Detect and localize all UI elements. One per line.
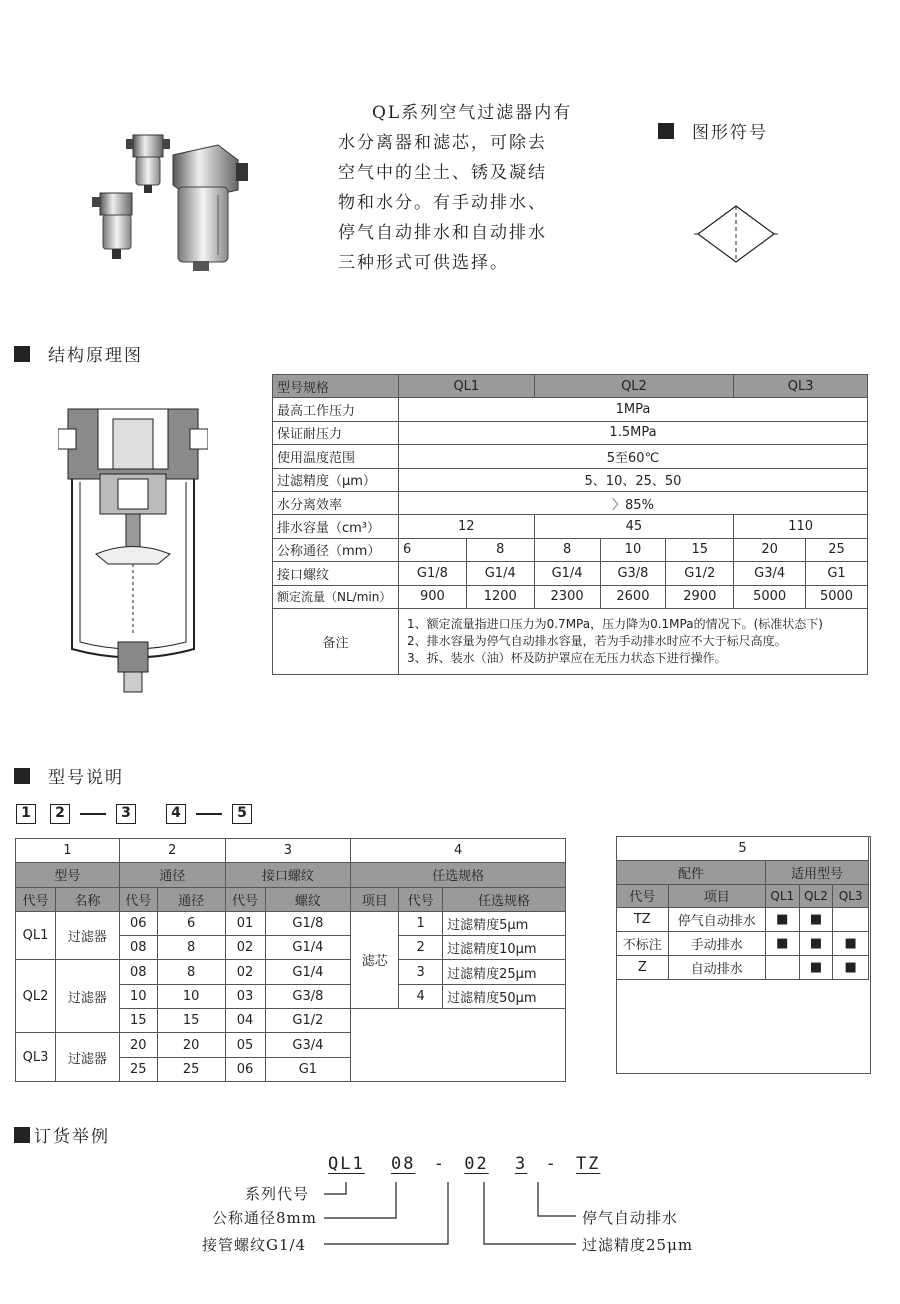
spec-value: 1.5MPa [398, 421, 867, 444]
acc-item: 自动排水 [668, 955, 765, 979]
spec-model-ql3: QL3 [734, 375, 868, 398]
table-row [617, 908, 869, 932]
acc-mark: ■ [765, 932, 799, 956]
model-heading [14, 763, 124, 788]
bore-value: 10 [157, 984, 225, 1008]
intro-line: 物和水分。有手动排水、 [338, 193, 547, 213]
acc-subhead: 代号 [617, 884, 669, 908]
thread-code: 01 [225, 911, 265, 935]
acc-code: 不标注 [617, 932, 669, 956]
note-line: 2、排水容量为停气自动排水容量，若为手动排水时应不大于标尺高度。 [406, 633, 787, 648]
model-col-number: 2 [119, 839, 225, 863]
model-group: 接口螺纹 [225, 863, 351, 887]
spec-value: 〉85% [398, 491, 867, 514]
spec-value: G1/2 [666, 562, 734, 585]
model-group: 通径 [119, 863, 225, 887]
type-name: 过滤器 [55, 911, 119, 960]
type-name: 过滤器 [55, 960, 119, 1033]
bore-value: 20 [157, 1033, 225, 1057]
note-line: 3、拆、装水（油）杯及防护罩应在无压力状态下进行操作。 [406, 650, 727, 665]
model-group: 型号 [16, 863, 120, 887]
model-heading-text: 型号说明 [48, 768, 124, 788]
order-label-acc: 停气自动排水 [582, 1209, 679, 1227]
acc-code: TZ [617, 908, 669, 932]
model-col-number: 3 [225, 839, 351, 863]
spec-value: 2900 [666, 585, 734, 608]
spec-value: G3/4 [734, 562, 806, 585]
order-label-bore: 公称通径8mm [212, 1209, 317, 1227]
bore-code: 10 [119, 984, 157, 1008]
symbol-heading [658, 118, 768, 143]
heading-square-icon [14, 1127, 30, 1143]
structure-heading [14, 341, 143, 366]
order-label-filter: 过滤精度25μm [582, 1236, 694, 1254]
acc-item: 停气自动排水 [668, 908, 765, 932]
spec-model-ql1: QL1 [398, 375, 534, 398]
spec-value: G1/4 [534, 562, 600, 585]
note-line: 1、额定流量指进口压力为0.7MPa，压力降为0.1MPa的情况下。(标准状态下) [406, 616, 823, 631]
spec-label: 额定流量（NL/min） [273, 585, 399, 608]
spec-value: 25 [806, 538, 868, 561]
order-code [328, 1154, 600, 1174]
order-label-series: 系列代号 [245, 1185, 310, 1203]
code-box-5: 5 [232, 804, 252, 824]
code-box-3: 3 [116, 804, 136, 824]
model-subhead: 名称 [55, 887, 119, 911]
type-code: QL2 [16, 960, 56, 1033]
product-photo [78, 125, 258, 275]
acc-mark [833, 908, 869, 932]
thread-value: G3/8 [265, 984, 351, 1008]
filter-symbol [694, 202, 778, 266]
acc-applicable: 适用型号 [765, 860, 868, 884]
acc-subhead: QL2 [799, 884, 833, 908]
acc-mark: ■ [765, 908, 799, 932]
model-col-number: 4 [351, 839, 566, 863]
acc-subhead: 项目 [668, 884, 765, 908]
model-subhead: 代号 [119, 887, 157, 911]
thread-code: 02 [225, 936, 265, 960]
type-name: 过滤器 [55, 1033, 119, 1082]
bore-value: 6 [157, 911, 225, 935]
model-subhead: 代号 [399, 887, 443, 911]
intro-line: 空气中的尘土、锈及凝结 [338, 163, 547, 183]
model-subhead: 代号 [16, 887, 56, 911]
order-label-thread: 接管螺纹G1/4 [202, 1236, 307, 1254]
option-item: 滤芯 [351, 911, 399, 1008]
spec-value: G1/8 [398, 562, 466, 585]
model-group: 任选规格 [351, 863, 566, 887]
acc-mark: ■ [799, 955, 833, 979]
model-subhead: 项目 [351, 887, 399, 911]
model-col-number: 1 [16, 839, 120, 863]
thread-code: 04 [225, 1009, 265, 1033]
spec-value: 8 [534, 538, 600, 561]
option-value: 过滤精度5μm [443, 911, 566, 935]
structure-heading-text: 结构原理图 [48, 346, 143, 366]
intro-line: QL系列空气过滤器内有 [372, 103, 573, 123]
option-code: 4 [399, 984, 443, 1008]
order-code-bore: 08 [390, 1154, 416, 1174]
spec-value: 110 [734, 515, 868, 538]
model-subhead: 螺纹 [265, 887, 351, 911]
thread-code: 03 [225, 984, 265, 1008]
bore-value: 8 [157, 936, 225, 960]
thread-value: G1 [265, 1057, 351, 1081]
option-value: 过滤精度50μm [443, 984, 566, 1008]
thread-code: 05 [225, 1033, 265, 1057]
bore-value: 25 [157, 1057, 225, 1081]
thread-value: G1/2 [265, 1009, 351, 1033]
model-subhead: 任选规格 [443, 887, 566, 911]
accessory-table [616, 836, 869, 980]
acc-item: 手动排水 [668, 932, 765, 956]
thread-code: 06 [225, 1057, 265, 1081]
type-code: QL3 [16, 1033, 56, 1082]
acc-group: 配件 [617, 860, 766, 884]
thread-value: G1/8 [265, 911, 351, 935]
order-code-series: QL1 [328, 1154, 365, 1174]
acc-subhead: QL1 [765, 884, 799, 908]
spec-value: 15 [666, 538, 734, 561]
spec-label: 公称通径（mm） [273, 538, 399, 561]
spec-value: 5、10、25、50 [398, 468, 867, 491]
spec-value: 1200 [466, 585, 534, 608]
spec-value: G1/4 [466, 562, 534, 585]
spec-value: 6 [398, 538, 466, 561]
spec-notes [398, 608, 867, 674]
order-code-dash: - [433, 1154, 446, 1174]
order-code-option: 3 [514, 1154, 528, 1174]
code-dash [196, 813, 222, 815]
option-code: 3 [399, 960, 443, 984]
option-code: 2 [399, 936, 443, 960]
intro-line: 三种形式可供选择。 [338, 253, 509, 273]
order-heading-text: 订货举例 [34, 1127, 110, 1147]
acc-mark: ■ [799, 932, 833, 956]
order-code-acc: TZ [575, 1154, 601, 1174]
acc-number: 5 [617, 837, 869, 861]
option-value: 过滤精度10μm [443, 936, 566, 960]
spec-value: 12 [398, 515, 534, 538]
spec-label: 排水容量（cm³） [273, 515, 399, 538]
thread-value: G1/4 [265, 960, 351, 984]
spec-value: 900 [398, 585, 466, 608]
order-leader-lines [320, 1176, 580, 1256]
spec-value: 5000 [734, 585, 806, 608]
symbol-heading-text: 图形符号 [692, 123, 768, 143]
spec-header-label: 型号规格 [273, 375, 399, 398]
bore-value: 8 [157, 960, 225, 984]
table-row [16, 911, 566, 935]
acc-subhead: QL3 [833, 884, 869, 908]
heading-square-icon [658, 123, 674, 139]
thread-value: G1/4 [265, 936, 351, 960]
table-row [16, 960, 566, 984]
order-heading [14, 1122, 110, 1147]
thread-code: 02 [225, 960, 265, 984]
thread-value: G3/4 [265, 1033, 351, 1057]
spec-value: 2300 [534, 585, 600, 608]
model-subhead: 代号 [225, 887, 265, 911]
bore-code: 08 [119, 936, 157, 960]
bore-code: 20 [119, 1033, 157, 1057]
type-code: QL1 [16, 911, 56, 960]
spec-table [272, 374, 868, 675]
model-code-line [16, 804, 252, 824]
order-code-dash: - [545, 1154, 558, 1174]
intro-text [338, 98, 573, 278]
code-box-1: 1 [16, 804, 36, 824]
spec-value: 10 [600, 538, 666, 561]
code-box-2: 2 [50, 804, 70, 824]
acc-mark: ■ [833, 955, 869, 979]
spec-label: 水分离效率 [273, 491, 399, 514]
structure-diagram [58, 404, 208, 694]
acc-mark [765, 955, 799, 979]
spec-value: 5000 [806, 585, 868, 608]
code-dash [80, 813, 106, 815]
spec-label: 使用温度范围 [273, 445, 399, 468]
code-box-4: 4 [166, 804, 186, 824]
bore-code: 15 [119, 1009, 157, 1033]
accessory-panel [616, 836, 871, 1074]
spec-value: G1 [806, 562, 868, 585]
spec-label: 过滤精度（μm） [273, 468, 399, 491]
empty-cell [351, 1009, 566, 1082]
spec-label: 接口螺纹 [273, 562, 399, 585]
acc-mark: ■ [799, 908, 833, 932]
spec-value: 2600 [600, 585, 666, 608]
intro-line: 水分离器和滤芯，可除去 [338, 133, 547, 153]
spec-value: 45 [534, 515, 734, 538]
table-row [617, 932, 869, 956]
spec-label: 保证耐压力 [273, 421, 399, 444]
bore-code: 06 [119, 911, 157, 935]
model-table [15, 838, 566, 1082]
spec-value: 20 [734, 538, 806, 561]
option-value: 过滤精度25μm [443, 960, 566, 984]
spec-value: 1MPa [398, 398, 867, 421]
spec-model-ql2: QL2 [534, 375, 734, 398]
order-code-thread: 02 [464, 1154, 489, 1174]
option-code: 1 [399, 911, 443, 935]
intro-line: 停气自动排水和自动排水 [338, 223, 547, 243]
heading-square-icon [14, 346, 30, 362]
bore-code: 08 [119, 960, 157, 984]
model-subhead: 通径 [157, 887, 225, 911]
acc-code: Z [617, 955, 669, 979]
spec-value: 8 [466, 538, 534, 561]
spec-value: 5至60℃ [398, 445, 867, 468]
spec-notes-label: 备注 [273, 608, 399, 674]
spec-label: 最高工作压力 [273, 398, 399, 421]
bore-value: 15 [157, 1009, 225, 1033]
heading-square-icon [14, 768, 30, 784]
table-row [617, 955, 869, 979]
bore-code: 25 [119, 1057, 157, 1081]
acc-mark: ■ [833, 932, 869, 956]
spec-value: G3/8 [600, 562, 666, 585]
